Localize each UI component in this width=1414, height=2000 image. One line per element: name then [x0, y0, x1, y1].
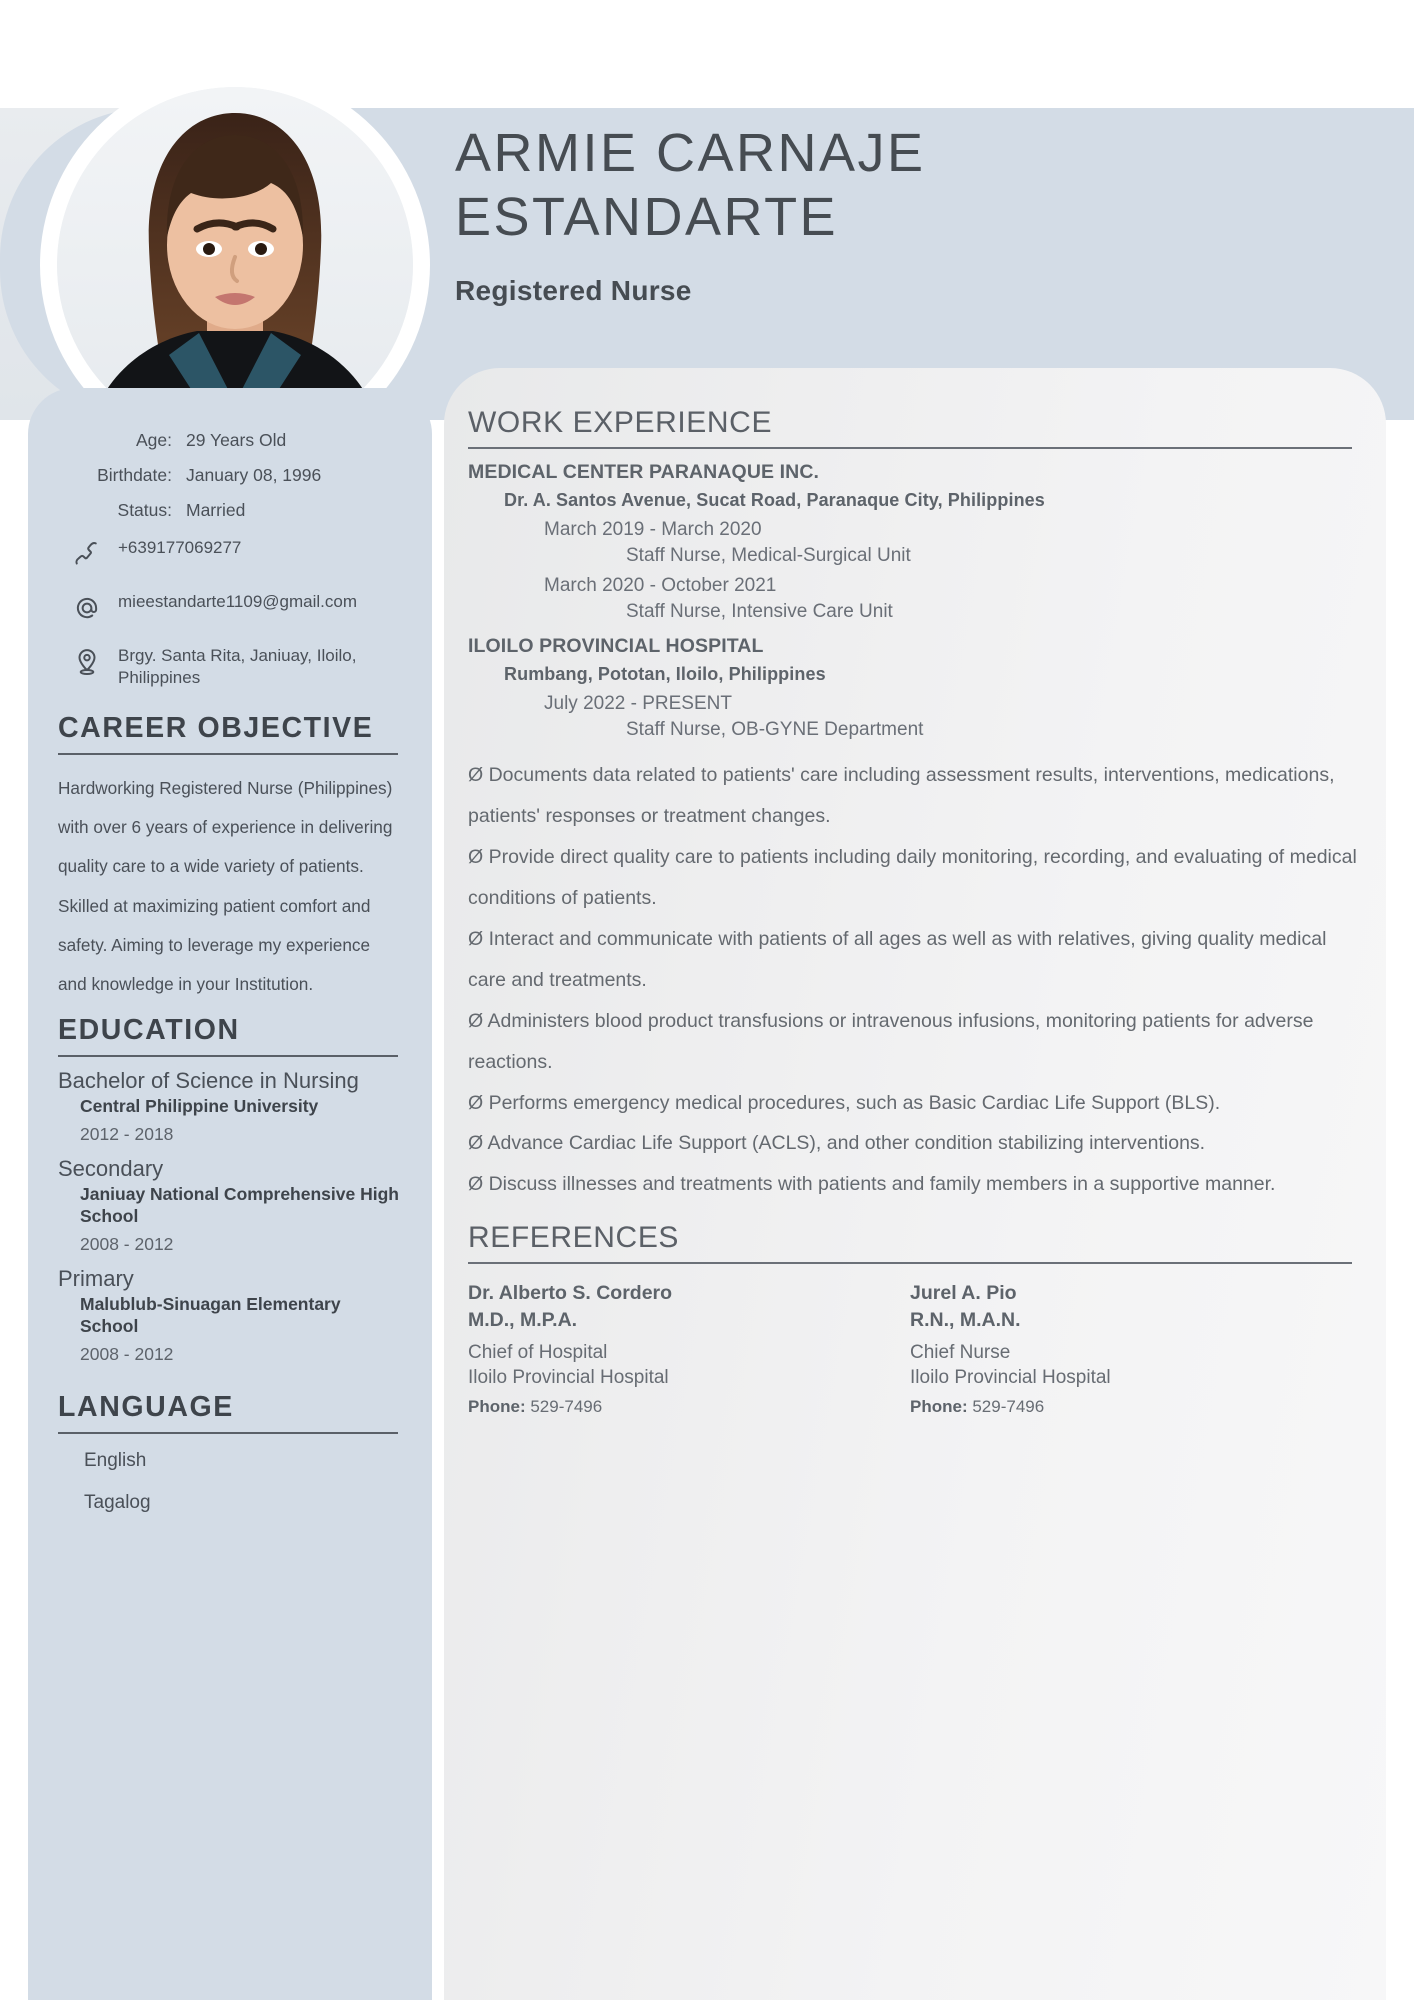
reference-phone-label: Phone: [468, 1396, 526, 1416]
reference-phone-number: 529-7496 [972, 1396, 1045, 1416]
phone-icon [64, 537, 110, 569]
career-objective-heading: CAREER OBJECTIVE [58, 711, 374, 744]
work-experience-divider [468, 447, 1352, 449]
reference-phone-label: Phone: [910, 1396, 968, 1416]
reference-credentials: R.N., M.A.N. [910, 1308, 1021, 1331]
job-dates: March 2020 - October 2021 [544, 575, 777, 596]
job-role: Staff Nurse, Medical-Surgical Unit [626, 545, 911, 566]
location-pin-icon [64, 645, 110, 677]
contact-list [64, 537, 434, 690]
education-degree: Primary [58, 1265, 134, 1291]
job-address: Rumbang, Pototan, Iloilo, Philippines [504, 664, 826, 684]
status-value: Married [186, 500, 246, 520]
personal-info-row [50, 430, 410, 451]
left-sidebar [28, 388, 432, 2000]
email-icon [64, 591, 110, 623]
contact-phone-row[interactable] [64, 537, 434, 569]
education-heading: EDUCATION [58, 1014, 240, 1047]
job-dates: July 2022 - PRESENT [544, 693, 732, 714]
list-item: English [84, 1449, 147, 1471]
education-years: 2008 - 2012 [80, 1233, 174, 1254]
list-item: Ø Advance Cardiac Life Support (ACLS), and other condition stabilizing interventions. [468, 1132, 1206, 1155]
job-company: MEDICAL CENTER PARANAQUE INC. [468, 461, 820, 483]
birthdate-value: January 08, 1996 [186, 465, 322, 485]
personal-info-row [50, 465, 410, 486]
responsibility-list [468, 755, 1358, 1205]
last-name-line: ESTANDARTE [455, 186, 839, 247]
age-value: 29 Years Old [186, 430, 287, 450]
list-item: Tagalog [84, 1491, 151, 1513]
list-item: Ø Performs emergency medical procedures, such as Basic Cardiac Life Support (BLS). [468, 1091, 1221, 1114]
job-company: ILOILO PROVINCIAL HOSPITAL [468, 635, 764, 657]
language-list [58, 1444, 402, 1520]
references-grid [468, 1280, 1358, 1416]
email-address: mieestandarte1109@gmail.com [118, 592, 358, 611]
job-role: Staff Nurse, OB-GYNE Department [626, 719, 924, 740]
personal-info-table [50, 430, 410, 521]
birthdate-label: Birthdate: [97, 465, 172, 485]
reference-organization: Iloilo Provincial Hospital [910, 1367, 1111, 1389]
reference-phone-number: 529-7496 [530, 1396, 603, 1416]
education-item [58, 1067, 402, 1145]
education-school: Malublub-Sinuagan Elementary School [80, 1293, 341, 1337]
career-objective-body: Hardworking Registered Nurse (Philippines) with over 6 years of experience in delivering quality care to a wide variety of patients. Skilled at maximizing patient comfort and safety. Aiming to leverage my experience and knowledge in your Institution. [58, 777, 393, 994]
status-label: Status: [117, 500, 172, 520]
education-degree: Secondary [58, 1155, 164, 1181]
education-school: Central Philippine University [80, 1096, 319, 1117]
education-degree: Bachelor of Science in Nursing [58, 1068, 359, 1094]
education-item [58, 1155, 402, 1255]
reference-phone [910, 1397, 1240, 1417]
language-divider [58, 1432, 398, 1434]
job-role: Staff Nurse, Intensive Care Unit [626, 601, 893, 622]
references-heading: REFERENCES [468, 1221, 680, 1255]
reference-role: Chief of Hospital [468, 1342, 608, 1364]
job-entry [468, 635, 1358, 741]
reference-phone [468, 1397, 798, 1417]
reference-role: Chief Nurse [910, 1342, 1011, 1364]
job-dates: March 2019 - March 2020 [544, 519, 762, 540]
list-item: Ø Administers blood product transfusions or intravenous infusions, monitoring patients for adverse reactions. [468, 1009, 1314, 1073]
job-address: Dr. A. Santos Avenue, Sucat Road, Paranaque City, Philippines [504, 490, 1045, 510]
list-item: Ø Discuss illnesses and treatments with patients and family members in a supportive manner. [468, 1173, 1276, 1196]
reference-card [468, 1280, 798, 1416]
reference-credentials: M.D., M.P.A. [468, 1308, 578, 1331]
first-name-line: ARMIE CARNAJE [455, 123, 926, 183]
job-title: Registered Nurse [455, 275, 692, 307]
language-heading: LANGUAGE [58, 1390, 234, 1423]
contact-address-row[interactable] [64, 645, 434, 690]
personal-info-row [50, 500, 410, 521]
references-divider [468, 1262, 1352, 1264]
list-item: Ø Documents data related to patients' care including assessment results, interventions, medications, patients' responses or treatment changes. [468, 764, 1335, 827]
name-block [455, 122, 1095, 307]
reference-name: Jurel A. Pio [910, 1282, 1017, 1305]
age-label: Age: [136, 430, 172, 450]
education-years: 2008 - 2012 [80, 1343, 174, 1364]
work-experience-heading: WORK EXPERIENCE [468, 406, 773, 439]
main-content [444, 368, 1386, 2000]
reference-name: Dr. Alberto S. Cordero [468, 1282, 673, 1305]
list-item: Ø Provide direct quality care to patients including daily monitoring, recording, and evaluating of medical conditions of patients. [468, 845, 1357, 909]
job-entry [468, 461, 1358, 623]
home-address: Brgy. Santa Rita, Janiuay, Iloilo, Philippines [118, 646, 357, 688]
phone-number: +639177069277 [118, 538, 242, 557]
education-item [58, 1265, 402, 1365]
list-item: Ø Interact and communicate with patients of all ages as well as with relatives, giving quality medical care and treatments. [468, 927, 1327, 991]
education-divider [58, 1055, 398, 1057]
career-objective-divider [58, 753, 398, 755]
reference-card [910, 1280, 1240, 1416]
education-school: Janiuay National Comprehensive High School [80, 1183, 399, 1227]
contact-email-row[interactable] [64, 591, 434, 623]
education-years: 2012 - 2018 [80, 1123, 174, 1144]
reference-organization: Iloilo Provincial Hospital [468, 1367, 669, 1389]
